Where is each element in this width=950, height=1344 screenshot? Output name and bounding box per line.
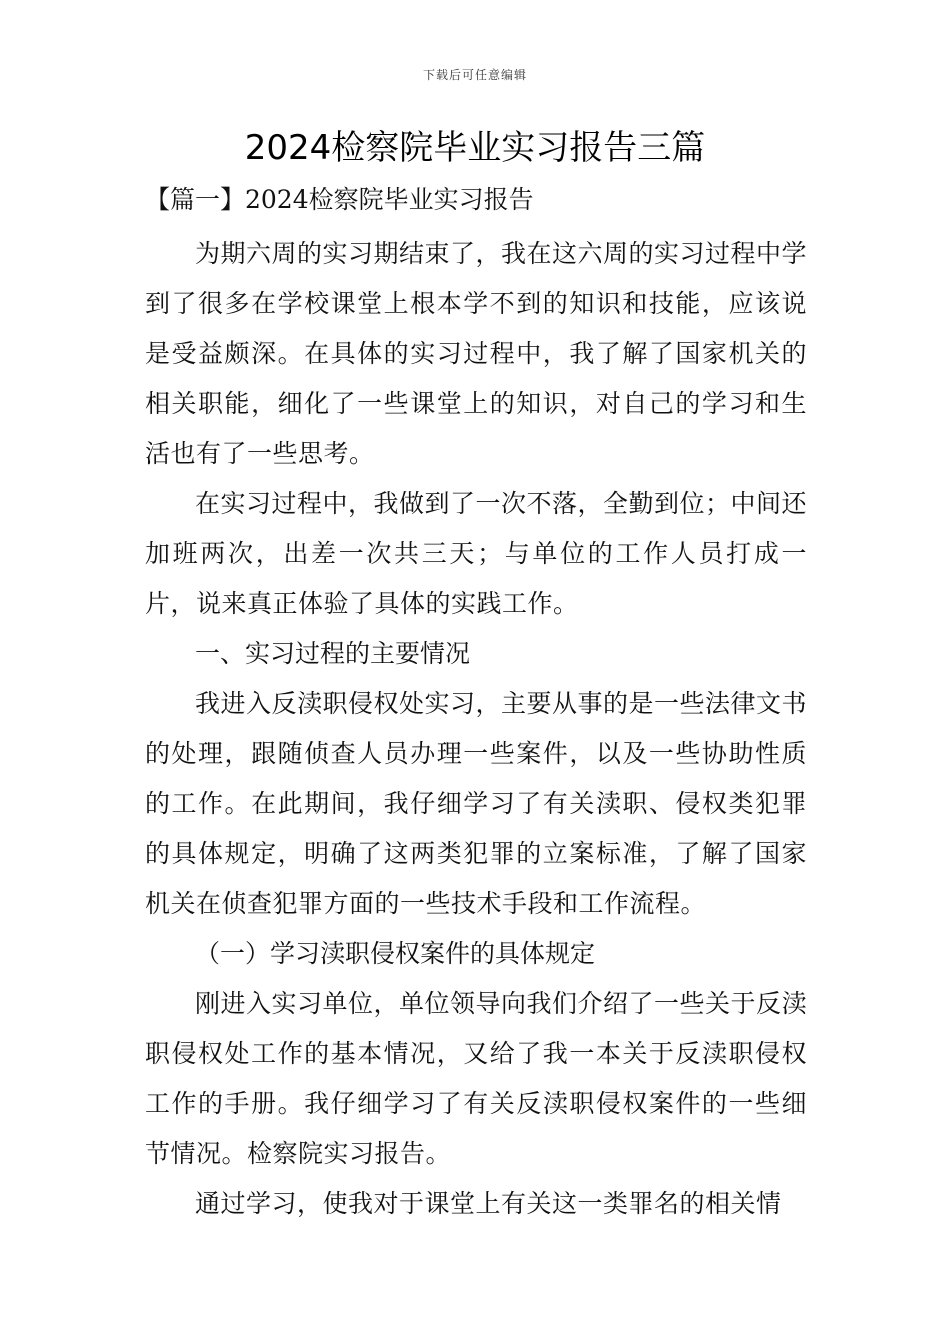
subheading-main-situation: 一、实习过程的主要情况 (195, 639, 471, 668)
document-title: 2024检察院毕业实习报告三篇 (244, 128, 706, 168)
header-note: 下载后可任意编辑 (422, 68, 527, 82)
document-body (145, 229, 807, 1229)
paragraph-work-content: 我进入反渎职侵权处实习，主要从事的是一些法律文书的处理，跟随侦查人员办理一些案件，以及一些协助性质的工作。在此期间，我仔细学习了有关渎职、侵权类犯罪的具体规定，明确了这两类犯罪的立案标准，了解了国家机关在侦查犯罪方面的一些技术手段和工作流程。 (145, 689, 808, 918)
paragraph-entry: 刚进入实习单位，单位领导向我们介绍了一些关于反渎职侵权处工作的基本情况，又给了我一本关于反渎职侵权工作的手册。我仔细学习了有关反渎职侵权案件的一些细节情况。检察院实习报告。 (145, 989, 808, 1168)
paragraph-through-study: 通过学习，使我对于课堂上有关这一类罪名的相关情 (195, 1189, 782, 1218)
section-heading: 【篇一】2024检察院毕业实习报告 (145, 185, 534, 214)
subheading-study-rules: （一）学习渎职侵权案件的具体规定 (195, 939, 596, 968)
paragraph-attendance: 在实习过程中，我做到了一次不落，全勤到位；中间还加班两次，出差一次共三天；与单位的工作人员打成一片，说来真正体验了具体的实践工作。 (145, 489, 808, 618)
paragraph-intro: 为期六周的实习期结束了，我在这六周的实习过程中学到了很多在学校课堂上根本学不到的知识和技能，应该说是受益颇深。在具体的实习过程中，我了解了国家机关的相关职能，细化了一些课堂上的知识，对自己的学习和生活也有了一些思考。 (145, 239, 808, 468)
